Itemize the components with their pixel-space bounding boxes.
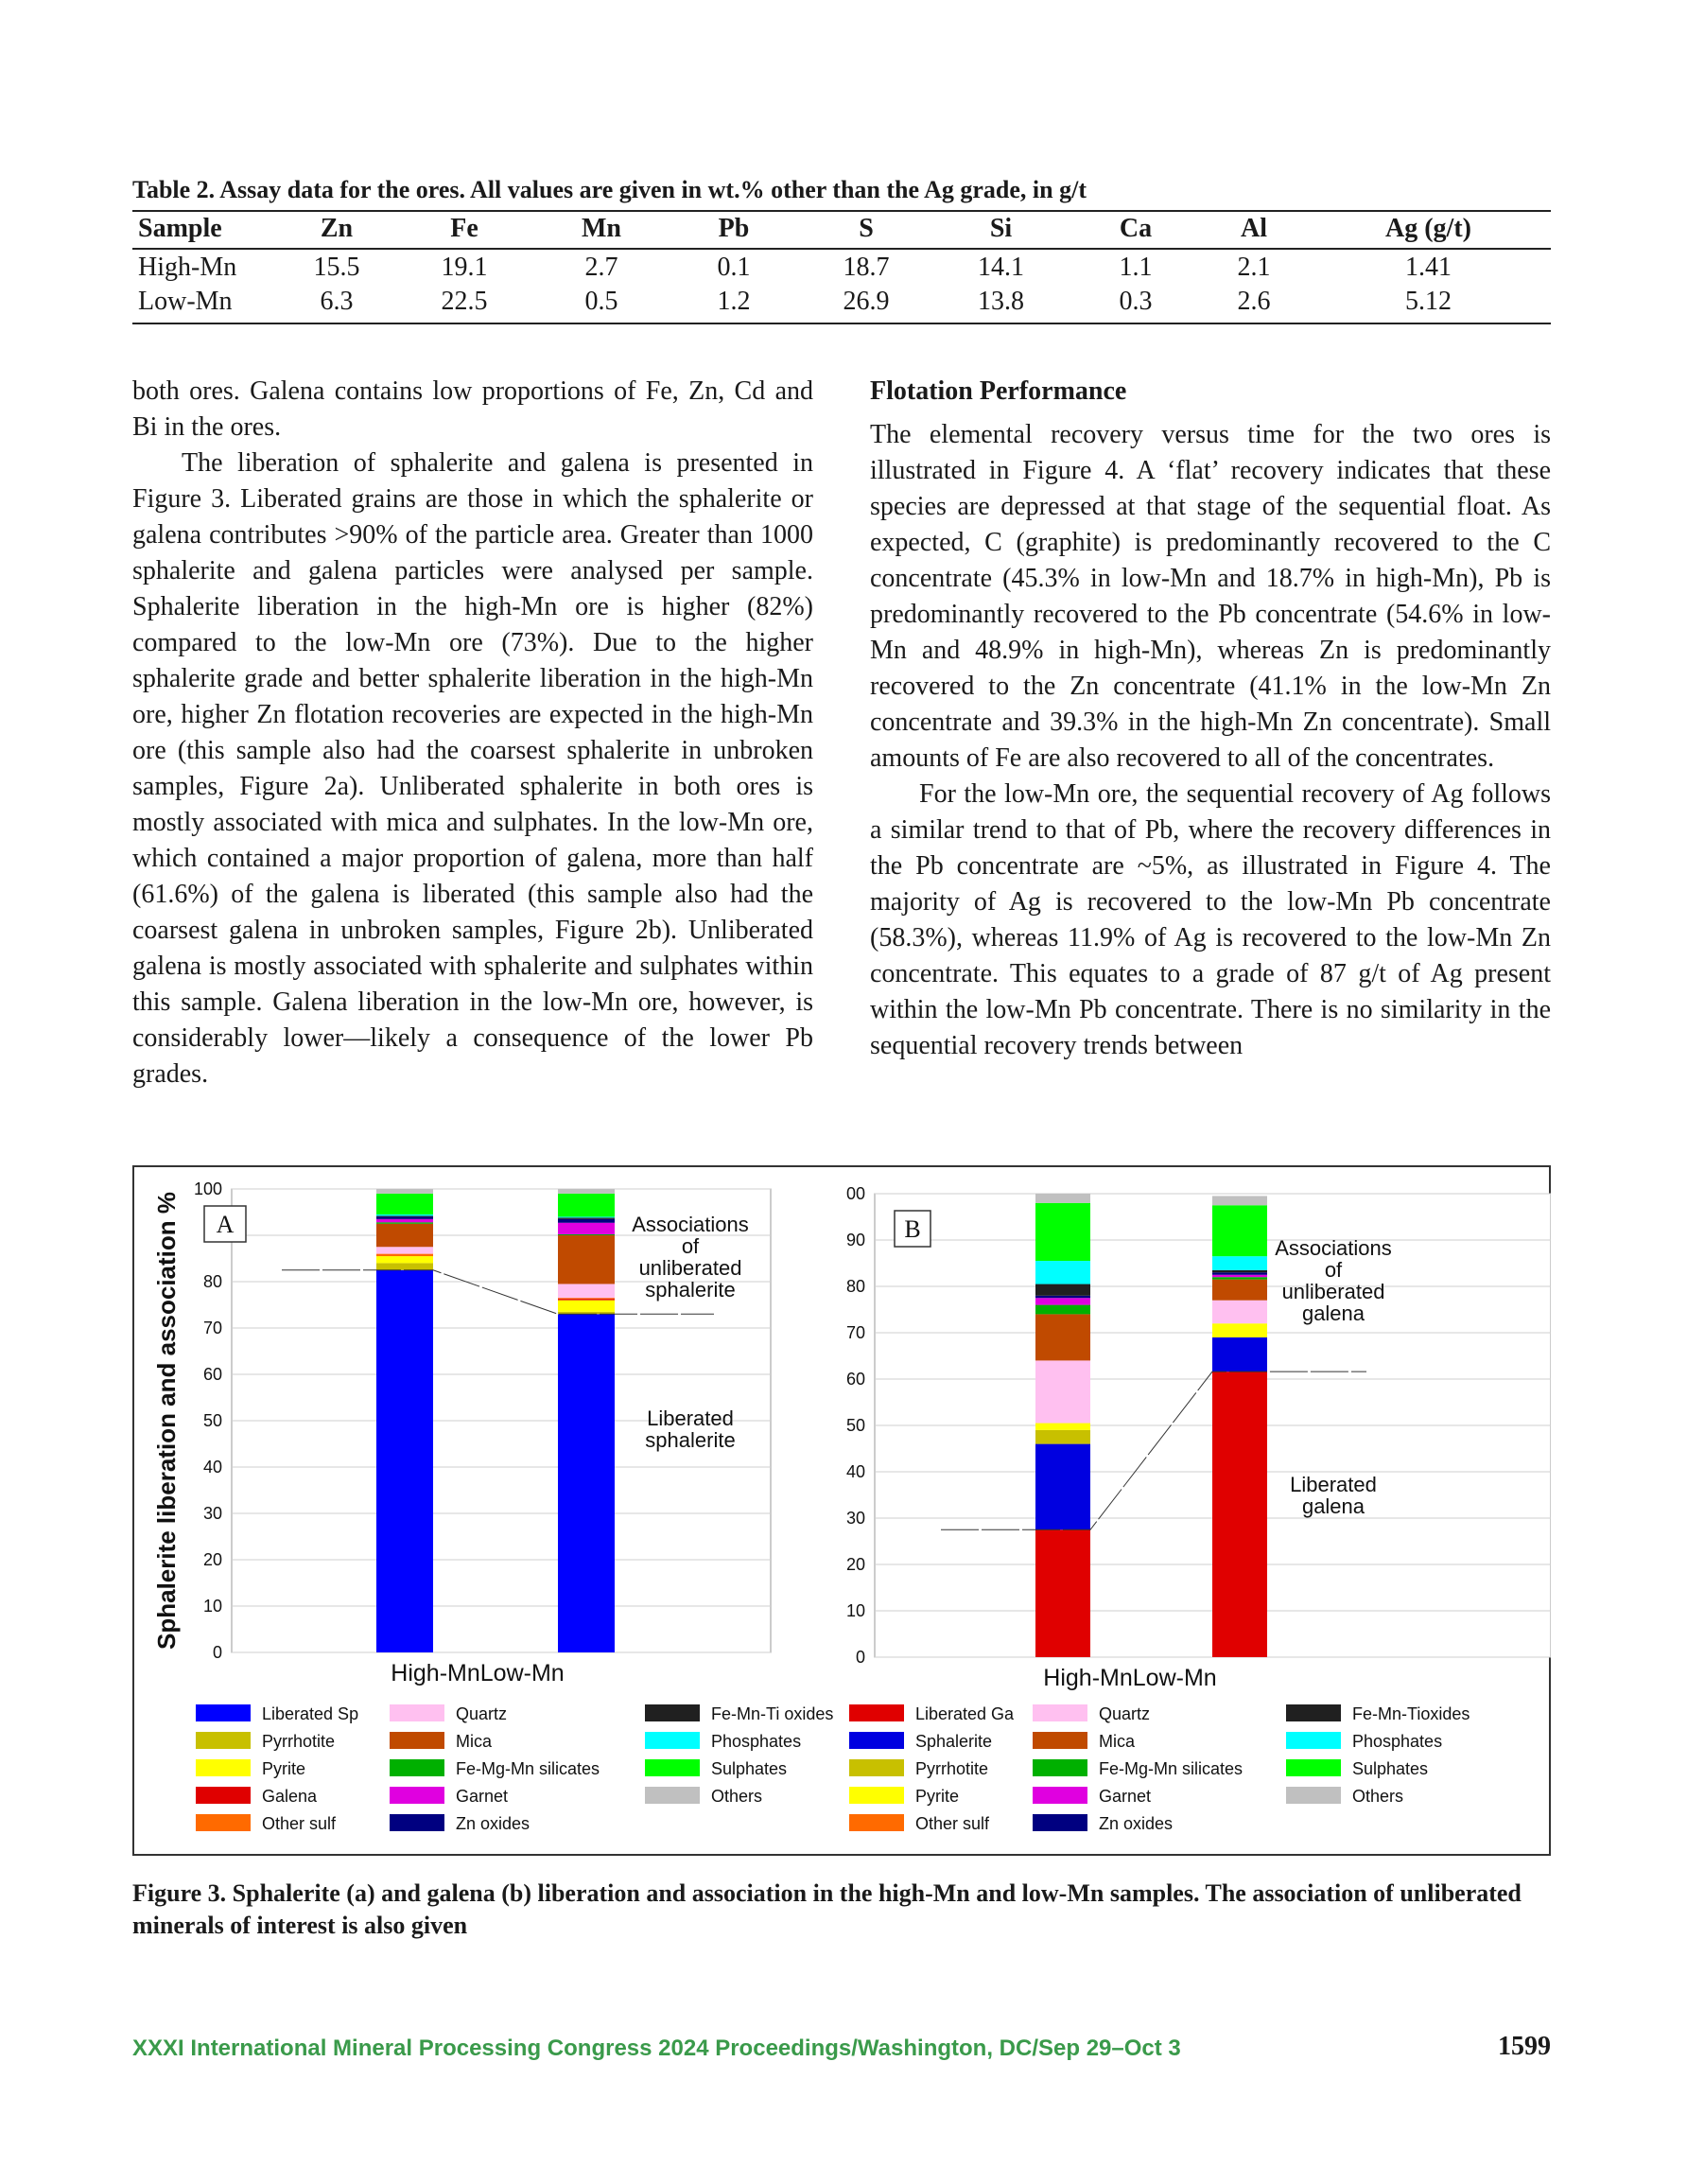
legend-label: Liberated Ga — [915, 1704, 1015, 1723]
legend-swatch — [1286, 1759, 1341, 1776]
bar-segment — [1212, 1301, 1267, 1324]
table-cell: 22.5 — [393, 284, 535, 323]
bar-segment — [1035, 1305, 1090, 1315]
bar-segment — [558, 1314, 615, 1652]
y-tick-label: 10 — [202, 1597, 222, 1616]
legend-label: Zn oxides — [1099, 1814, 1174, 1833]
paragraph: both ores. Galena contains low proportions of Fe, Zn, Cd and Bi in the ores. — [132, 376, 813, 442]
legend-swatch — [390, 1814, 444, 1831]
table-header-cell: Pb — [668, 211, 800, 249]
y-tick-label: 50 — [845, 1416, 865, 1435]
legend-swatch — [849, 1704, 904, 1721]
bar-segment — [376, 1254, 433, 1256]
y-tick-label: 70 — [202, 1319, 222, 1337]
legend-swatch — [196, 1732, 251, 1749]
bar-segment — [558, 1194, 615, 1217]
legend-swatch — [1033, 1787, 1087, 1804]
legend-label: Others — [711, 1787, 763, 1806]
x-axis-label: High-MnLow-Mn — [391, 1660, 565, 1686]
bar-segment — [1212, 1275, 1267, 1277]
table-cell: 6.3 — [280, 284, 393, 323]
legend-swatch — [849, 1814, 904, 1831]
legend-label: Fe-Mn-Ti oxides — [711, 1704, 834, 1723]
legend-label: Phosphates — [1352, 1732, 1443, 1751]
bar-segment — [1035, 1261, 1090, 1284]
bar-segment — [1212, 1277, 1267, 1279]
bar-segment — [1035, 1360, 1090, 1423]
y-tick-label: 40 — [202, 1458, 222, 1476]
bar-segment — [558, 1299, 615, 1300]
table-cell: 5.12 — [1306, 284, 1551, 323]
y-tick-label: 60 — [845, 1370, 865, 1389]
paragraph: The liberation of sphalerite and galena is presented in Figure 3. Liberated grains are those in which the sphalerite or galena contributes >90% of the particle area. Greater than 1000 sphalerite and galena particles were analysed per sample. Sphalerite liberation in the high-Mn ore is higher (82%) compared to the low-Mn ore (73%). Due to the higher sphalerite grade and better sphalerite liberation in the high-Mn ore, higher Zn flotation recoveries are expected in the high-Mn ore (this sample also had the coarsest sphalerite in unbroken samples, Figure 2a). Unliberated sphalerite in both ores is mostly associated with mica and sulphates. In the low-Mn ore, which contained a major proportion of galena, more than half (61.6%) of the galena is liberated (this sample also had the coarsest galena in unbroken samples, Figure 2b). Unliberated galena is mostly associated with sphalerite and sulphates within this sample. Galena liberation in the low-Mn ore, however, is considerably lower—likely a consequence of the lower Pb grades. — [132, 448, 813, 1089]
bar-segment — [1035, 1314, 1090, 1360]
bar-segment — [1212, 1280, 1267, 1301]
legend-label: Phosphates — [711, 1732, 802, 1751]
chart-annotation: Associations of unliberated galena — [1275, 1236, 1392, 1325]
legend-swatch — [1033, 1732, 1087, 1749]
legend-label: Quartz — [456, 1704, 508, 1723]
bar-segment — [1212, 1372, 1267, 1657]
paragraph: The elemental recovery versus time for the two ores is illustrated in Figure 4. A ‘flat’ recovery indicates that these species are depressed at that stage of the sequential float. As expected, C (graphite) is predominantly recovered to the C concentrate (45.3% in low-Mn and 18.7% in high-Mn), Pb is predominantly recovered to the Pb concentrate (54.6% in low-Mn and 48.9% in high-Mn), whereas Zn is predominantly recovered to the Zn concentrate (41.1% in the low-Mn Zn concentrate and 39.3% in the high-Mn Zn concentrate). Small amounts of Fe are also recovered to all of the concentrates. — [870, 420, 1551, 773]
table-cell: 2.6 — [1202, 284, 1306, 323]
y-tick-label: 60 — [202, 1365, 222, 1384]
y-tick-label: 80 — [202, 1272, 222, 1291]
x-axis-label: High-MnLow-Mn — [1043, 1665, 1217, 1691]
chart-annotation: Associations of unliberated sphalerite — [632, 1213, 749, 1302]
table-caption: Table 2. Assay data for the ores. All values are given in wt.% other than the Ag grade, in g/t — [132, 176, 1087, 203]
legend-label: Fe-Mg-Mn silicates — [1099, 1759, 1244, 1778]
table-cell: 2.7 — [584, 253, 618, 282]
legend-swatch — [849, 1732, 904, 1749]
y-tick-label: 0 — [212, 1643, 222, 1662]
bar-segment — [1212, 1196, 1267, 1205]
table-cell: 0.5 — [535, 284, 668, 323]
legend-label: Sulphates — [1352, 1759, 1429, 1778]
bar-segment — [376, 1189, 433, 1194]
page-number: 1599 — [1498, 2032, 1551, 2061]
legend-swatch — [196, 1759, 251, 1776]
panel-label: B — [904, 1215, 921, 1243]
bar-segment — [1035, 1529, 1090, 1657]
body-column-left — [132, 374, 813, 1092]
y-tick-label: 90 — [845, 1231, 865, 1249]
legend-swatch — [390, 1704, 444, 1721]
table-header-cell: Sample — [132, 211, 280, 249]
bar-segment — [1035, 1194, 1090, 1203]
table-cell: 26.9 — [800, 284, 932, 323]
legend-swatch — [1033, 1814, 1087, 1831]
legend-label: Zn oxides — [456, 1814, 530, 1833]
y-tick-label: 20 — [202, 1550, 222, 1569]
table-cell: High-Mn — [138, 253, 237, 282]
legend-label: Garnet — [456, 1787, 509, 1806]
legend-swatch — [196, 1787, 251, 1804]
legend-label: Mica — [456, 1732, 493, 1751]
y-tick-label: 00 — [845, 1184, 865, 1203]
bar-segment — [376, 1247, 433, 1253]
bar-segment — [376, 1256, 433, 1263]
assay-table — [132, 210, 1551, 324]
footer-proceedings: XXXI International Mineral Processing Congress 2024 Proceedings/Washington, DC/Sep 29–Oct 3 — [132, 2035, 1181, 2061]
bar-segment — [376, 1219, 433, 1222]
legend-swatch — [1286, 1787, 1341, 1804]
bar-segment — [558, 1284, 615, 1298]
legend-label: Garnet — [1099, 1787, 1152, 1806]
table-header-cell: Ag (g/t) — [1306, 211, 1551, 249]
legend-label: Liberated Sp — [262, 1704, 359, 1723]
figure-3 — [132, 1165, 1551, 1856]
legend-swatch — [645, 1787, 700, 1804]
legend-swatch — [196, 1704, 251, 1721]
table-cell: 1.1 — [1119, 253, 1153, 282]
legend-label: Other sulf — [262, 1814, 337, 1833]
bar-segment — [1035, 1284, 1090, 1296]
legend-swatch — [390, 1787, 444, 1804]
legend-swatch — [390, 1732, 444, 1749]
bar-segment — [1035, 1444, 1090, 1530]
bar-segment — [376, 1216, 433, 1218]
table-cell: 0.1 — [717, 253, 751, 282]
y-tick-label: 100 — [193, 1179, 222, 1198]
bar-segment — [376, 1215, 433, 1216]
y-tick-label: 40 — [845, 1462, 865, 1481]
legend-swatch — [196, 1814, 251, 1831]
table-cell: 1.2 — [668, 284, 800, 323]
legend-label: Sulphates — [711, 1759, 788, 1778]
bar-segment — [1035, 1298, 1090, 1304]
table-header-cell: Zn — [280, 211, 393, 249]
table-cell: Low-Mn — [132, 284, 280, 323]
legend-swatch — [1033, 1759, 1087, 1776]
bar-segment — [1035, 1424, 1090, 1430]
legend-label: Pyrite — [262, 1759, 306, 1778]
bar-segment — [558, 1301, 615, 1312]
bar-segment — [558, 1234, 615, 1235]
y-tick-label: 10 — [845, 1601, 865, 1620]
bar-segment — [1212, 1256, 1267, 1270]
table-cell: 14.1 — [978, 253, 1024, 282]
chart-panel-a — [152, 1179, 833, 1833]
bar-segment — [558, 1189, 615, 1194]
table-cell: 2.1 — [1237, 253, 1271, 282]
legend-label: Pyrrhotite — [262, 1732, 336, 1751]
table-header-cell: Al — [1202, 211, 1306, 249]
table-cell: 19.1 — [441, 253, 488, 282]
bar-segment — [1212, 1205, 1267, 1256]
chart-annotation: Liberated galena — [1290, 1473, 1377, 1518]
panel-label: A — [216, 1211, 235, 1238]
y-tick-label: 0 — [855, 1648, 865, 1667]
y-tick-label: 30 — [202, 1504, 222, 1523]
legend-swatch — [645, 1704, 700, 1721]
bar-segment — [376, 1270, 433, 1652]
bar-segment — [1212, 1323, 1267, 1337]
bar-segment — [558, 1223, 615, 1234]
paragraph: For the low-Mn ore, the sequential recovery of Ag follows a similar trend to that of Pb, where the recovery differences in the Pb concentrate are ~5%, as illustrated in Figure 4. The majority of Ag is recovered to the low-Mn Pb concentrate (58.3%), whereas 11.9% of Ag is recovered to the low-Mn Zn concentrate. This equates to a grade of 87 g/t of Ag present within the low-Mn Pb concentrate. There is no similarity in the sequential recovery trends between — [870, 779, 1551, 1060]
y-tick-label: 30 — [845, 1509, 865, 1528]
table-header-cell: S — [800, 211, 932, 249]
table-cell: 1.41 — [1405, 253, 1452, 282]
legend-label: Other sulf — [915, 1814, 990, 1833]
table-cell: 13.8 — [932, 284, 1070, 323]
bar-segment — [1035, 1296, 1090, 1298]
table-header-cell: Ca — [1070, 211, 1202, 249]
table-cell: 15.5 — [313, 253, 360, 282]
legend-swatch — [1286, 1732, 1341, 1749]
legend-label: Pyrite — [915, 1787, 960, 1806]
bar-segment — [376, 1194, 433, 1214]
legend-swatch — [849, 1759, 904, 1776]
table-header-cell: Si — [932, 211, 1070, 249]
bar-segment — [1212, 1272, 1267, 1274]
section-heading: Flotation Performance — [870, 376, 1127, 406]
legend-label: Galena — [262, 1787, 318, 1806]
legend-swatch — [849, 1787, 904, 1804]
bar-segment — [1212, 1337, 1267, 1372]
bar-segment — [558, 1219, 615, 1223]
bar-segment — [558, 1298, 615, 1299]
bar-segment — [1035, 1203, 1090, 1261]
bar-segment — [376, 1263, 433, 1269]
legend-label: Fe-Mn-Tioxides — [1352, 1704, 1470, 1723]
table-header-row — [132, 211, 1551, 249]
legend-swatch — [390, 1759, 444, 1776]
bar-segment — [376, 1224, 433, 1248]
table-header-cell: Fe — [393, 211, 535, 249]
legend-swatch — [645, 1759, 700, 1776]
bar-segment — [558, 1217, 615, 1218]
bar-segment — [558, 1235, 615, 1284]
legend-label: Sphalerite — [915, 1732, 993, 1751]
table-header-cell: Mn — [535, 211, 668, 249]
table-row — [132, 249, 1551, 284]
table-cell: 0.3 — [1070, 284, 1202, 323]
legend-swatch — [645, 1732, 700, 1749]
body-column-right — [870, 374, 1551, 1064]
chart-panel-b — [846, 1184, 1551, 1833]
legend-swatch — [1286, 1704, 1341, 1721]
bar-segment — [376, 1222, 433, 1223]
figure-caption: Figure 3. Sphalerite (a) and galena (b) liberation and association in the high-Mn and low-Mn samples. The association of unliberated minerals of interest is also given — [132, 1879, 1522, 1939]
legend-label: Mica — [1099, 1732, 1136, 1751]
y-tick-label: 70 — [845, 1323, 865, 1342]
y-axis-label: Sphalerite liberation and association % — [152, 1191, 181, 1651]
chart-annotation: Liberated sphalerite — [645, 1406, 736, 1452]
legend-label: Others — [1352, 1787, 1404, 1806]
bar-segment — [376, 1214, 433, 1215]
bar-segment — [1212, 1270, 1267, 1272]
legend-label: Quartz — [1099, 1704, 1151, 1723]
y-tick-label: 80 — [845, 1277, 865, 1296]
table-row — [132, 284, 1551, 323]
bar-segment — [1035, 1430, 1090, 1444]
table-cell: 18.7 — [843, 253, 890, 282]
bar-segment — [558, 1216, 615, 1217]
legend-swatch — [1033, 1704, 1087, 1721]
y-tick-label: 20 — [845, 1555, 865, 1574]
legend-label: Fe-Mg-Mn silicates — [456, 1759, 600, 1778]
legend-label: Pyrrhotite — [915, 1759, 989, 1778]
y-tick-label: 50 — [202, 1411, 222, 1430]
